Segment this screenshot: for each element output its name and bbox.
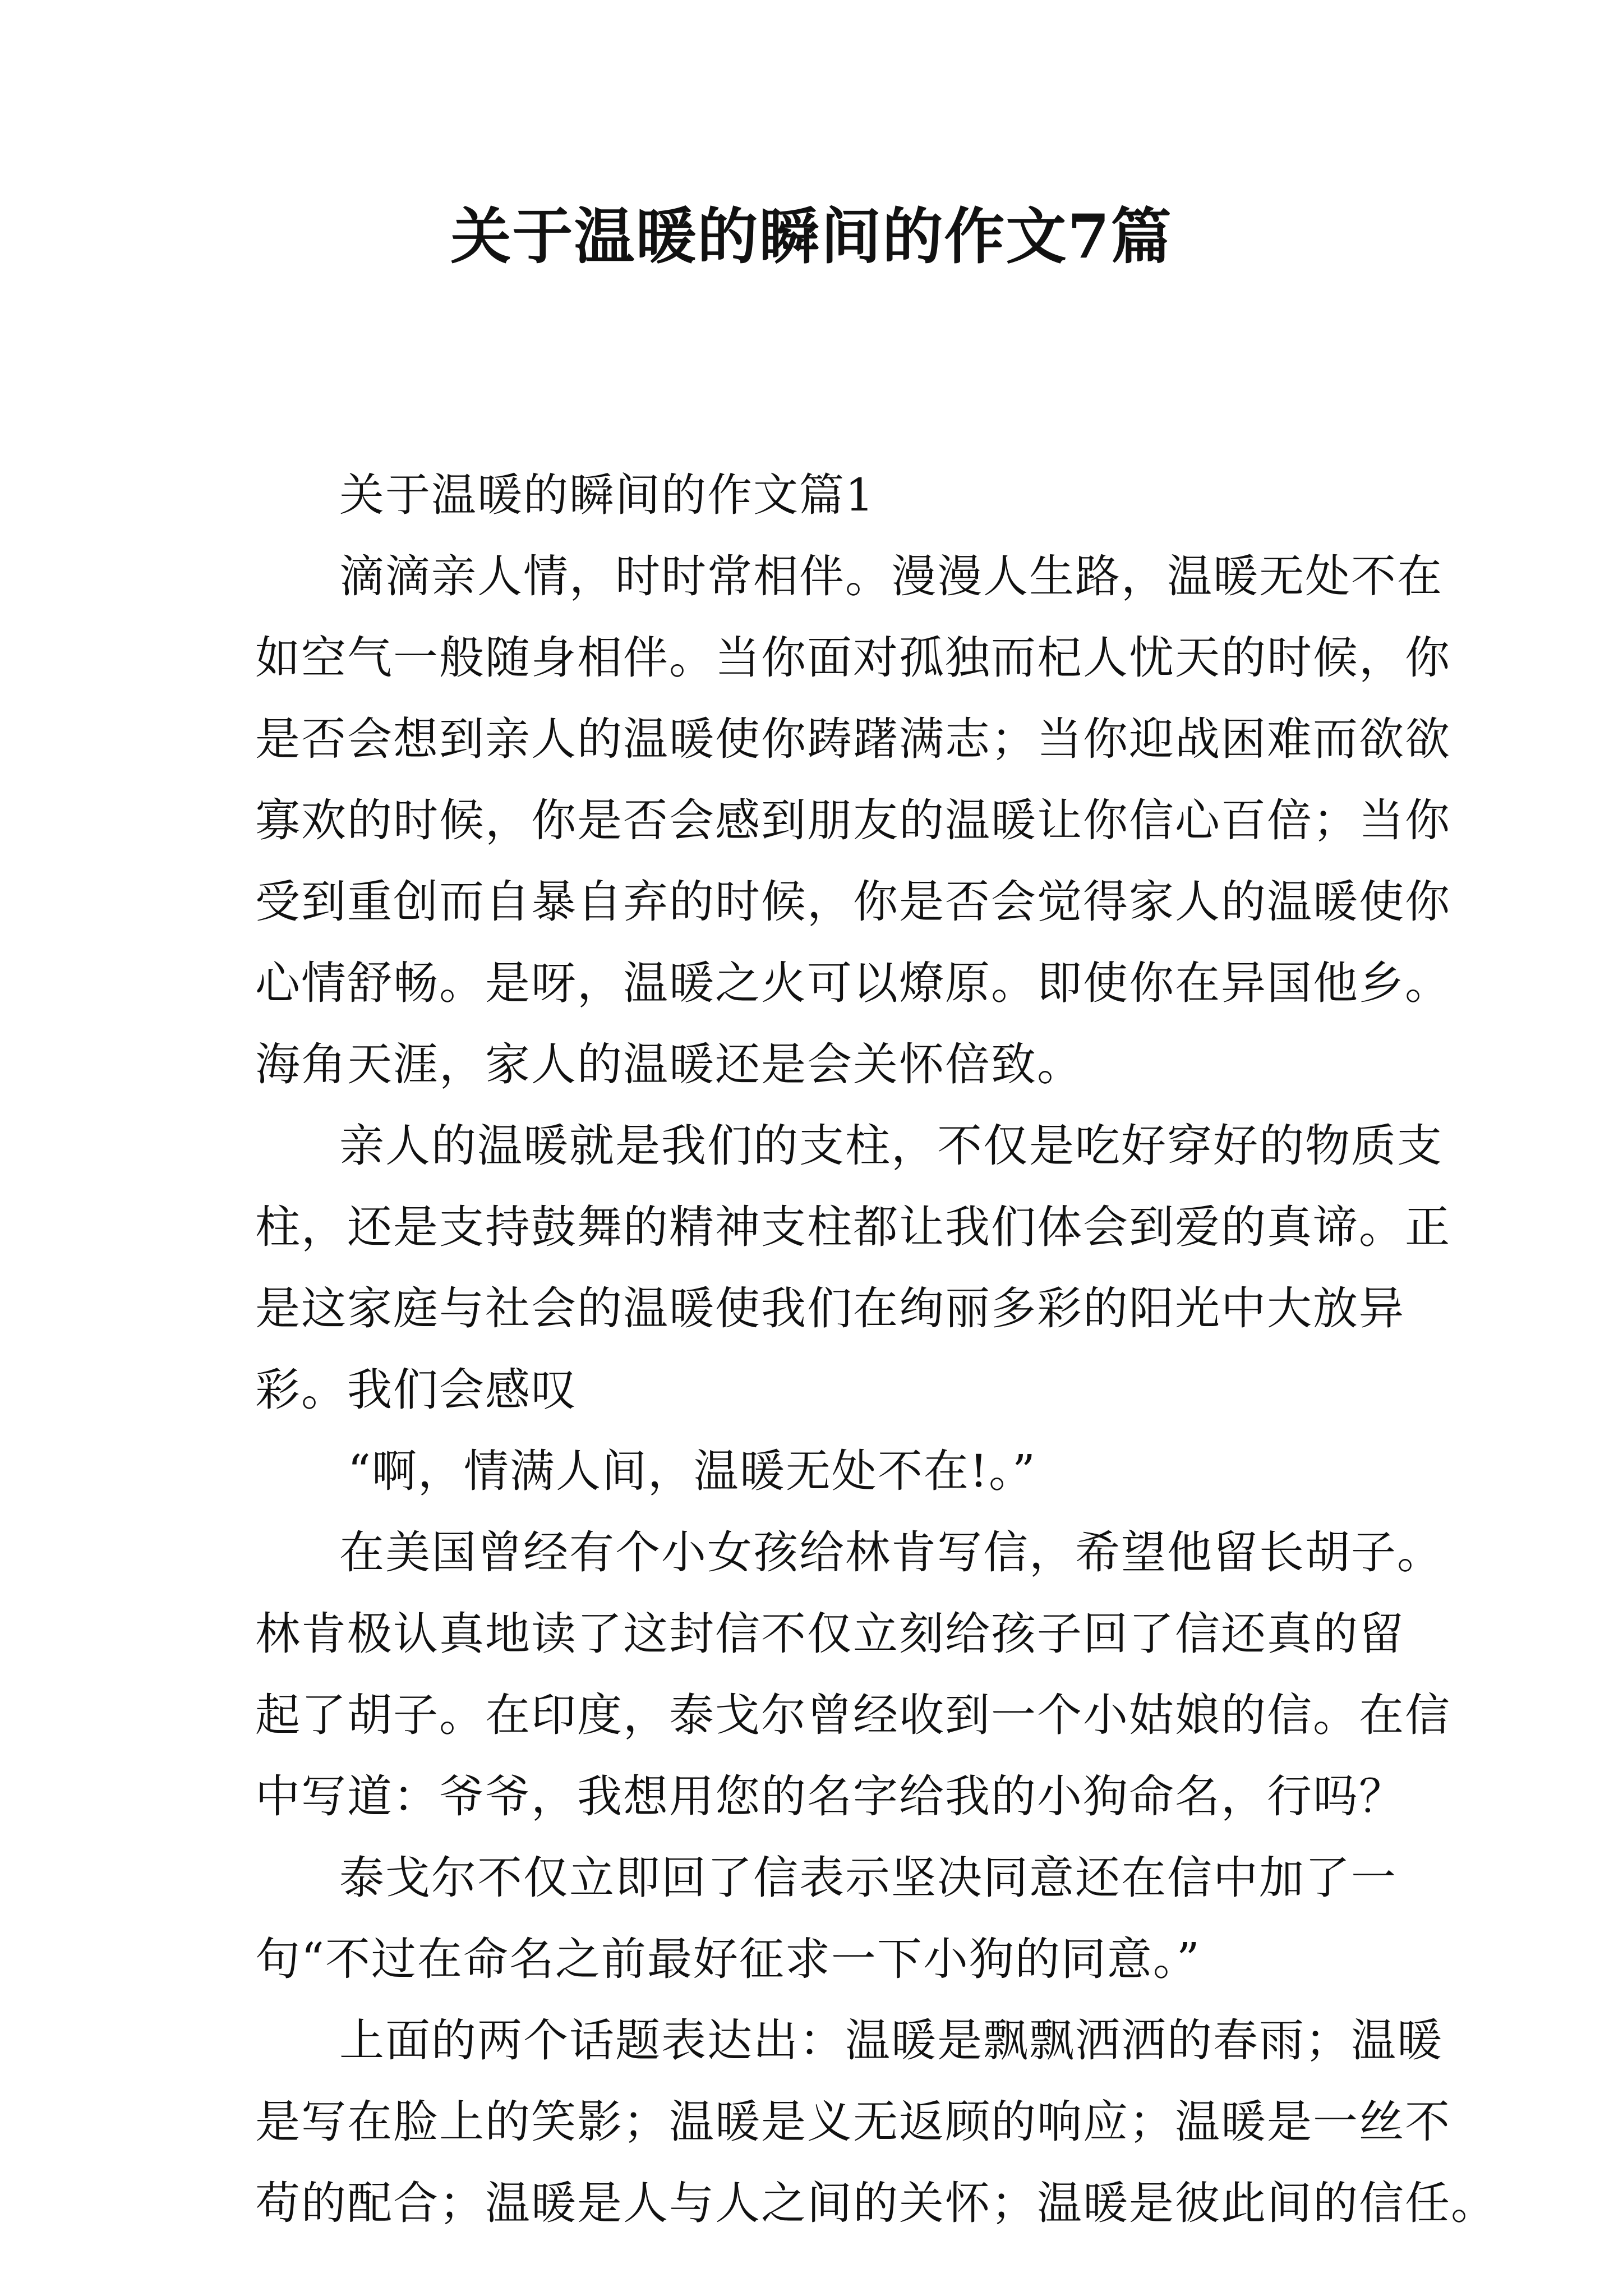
- paragraph-line: 中写道：爷爷，我想用您的名字给我的小狗命名，行吗？: [255, 1770, 1405, 1823]
- paragraph-line: 在美国曾经有个小女孩给林肯写信，希望他留长胡子。: [339, 1526, 1443, 1579]
- paragraph-line: 心情舒畅。是呀，温暖之火可以燎原。即使你在异国他乡。: [255, 957, 1451, 1009]
- paragraph-line: 句“不过在命名之前最好征求一下小狗的同意。”: [255, 1933, 1201, 1985]
- paragraph-line: 亲人的温暖就是我们的支柱，不仅是吃好穿好的物质支: [339, 1120, 1443, 1172]
- paragraph-line: 林肯极认真地读了这封信不仅立刻给孩子回了信还真的留: [255, 1608, 1405, 1660]
- section-heading: 关于温暖的瞬间的作文篇1: [339, 469, 875, 521]
- document-title: 关于温暖的瞬间的作文7篇: [450, 201, 1173, 272]
- paragraph-line: 寡欢的时候，你是否会感到朋友的温暖让你信心百倍；当你: [255, 794, 1451, 846]
- paragraph-line: 起了胡子。在印度，泰戈尔曾经收到一个小姑娘的信。在信: [255, 1689, 1451, 1741]
- paragraph-line: 上面的两个话题表达出：温暖是飘飘洒洒的春雨；温暖: [339, 2014, 1443, 2067]
- paragraph-line: 滴滴亲人情，时时常相伴。漫漫人生路，温暖无处不在: [339, 550, 1443, 602]
- paragraph-line: 如空气一般随身相伴。当你面对孤独而杞人忧天的时候，你: [255, 632, 1451, 684]
- paragraph-line: 受到重创而自暴自弃的时候，你是否会觉得家人的温暖使你: [255, 876, 1451, 928]
- document-body: [255, 454, 1497, 2244]
- paragraph-line: 柱，还是支持鼓舞的精神支柱都让我们体会到爱的真谛。正: [255, 1201, 1451, 1253]
- paragraph-line: 是这家庭与社会的温暖使我们在绚丽多彩的阳光中大放异: [255, 1282, 1405, 1335]
- paragraph-line: 是写在脸上的笑影；温暖是义无返顾的响应；温暖是一丝不: [255, 2096, 1451, 2148]
- paragraph-line: 苟的配合；温暖是人与人之间的关怀；温暖是彼此间的信任。: [255, 2177, 1497, 2229]
- paragraph-line: 是否会想到亲人的温暖使你踌躇满志；当你迎战困难而欲欲: [255, 713, 1451, 765]
- paragraph-line: 海角天涯，家人的温暖还是会关怀倍致。: [255, 1038, 1083, 1091]
- quote-line: “啊，情满人间，温暖无处不在!。”: [348, 1445, 1036, 1497]
- paragraph-line: 彩。我们会感叹: [255, 1364, 577, 1416]
- paragraph-line: 泰戈尔不仅立即回了信表示坚决同意还在信中加了一: [339, 1852, 1397, 1904]
